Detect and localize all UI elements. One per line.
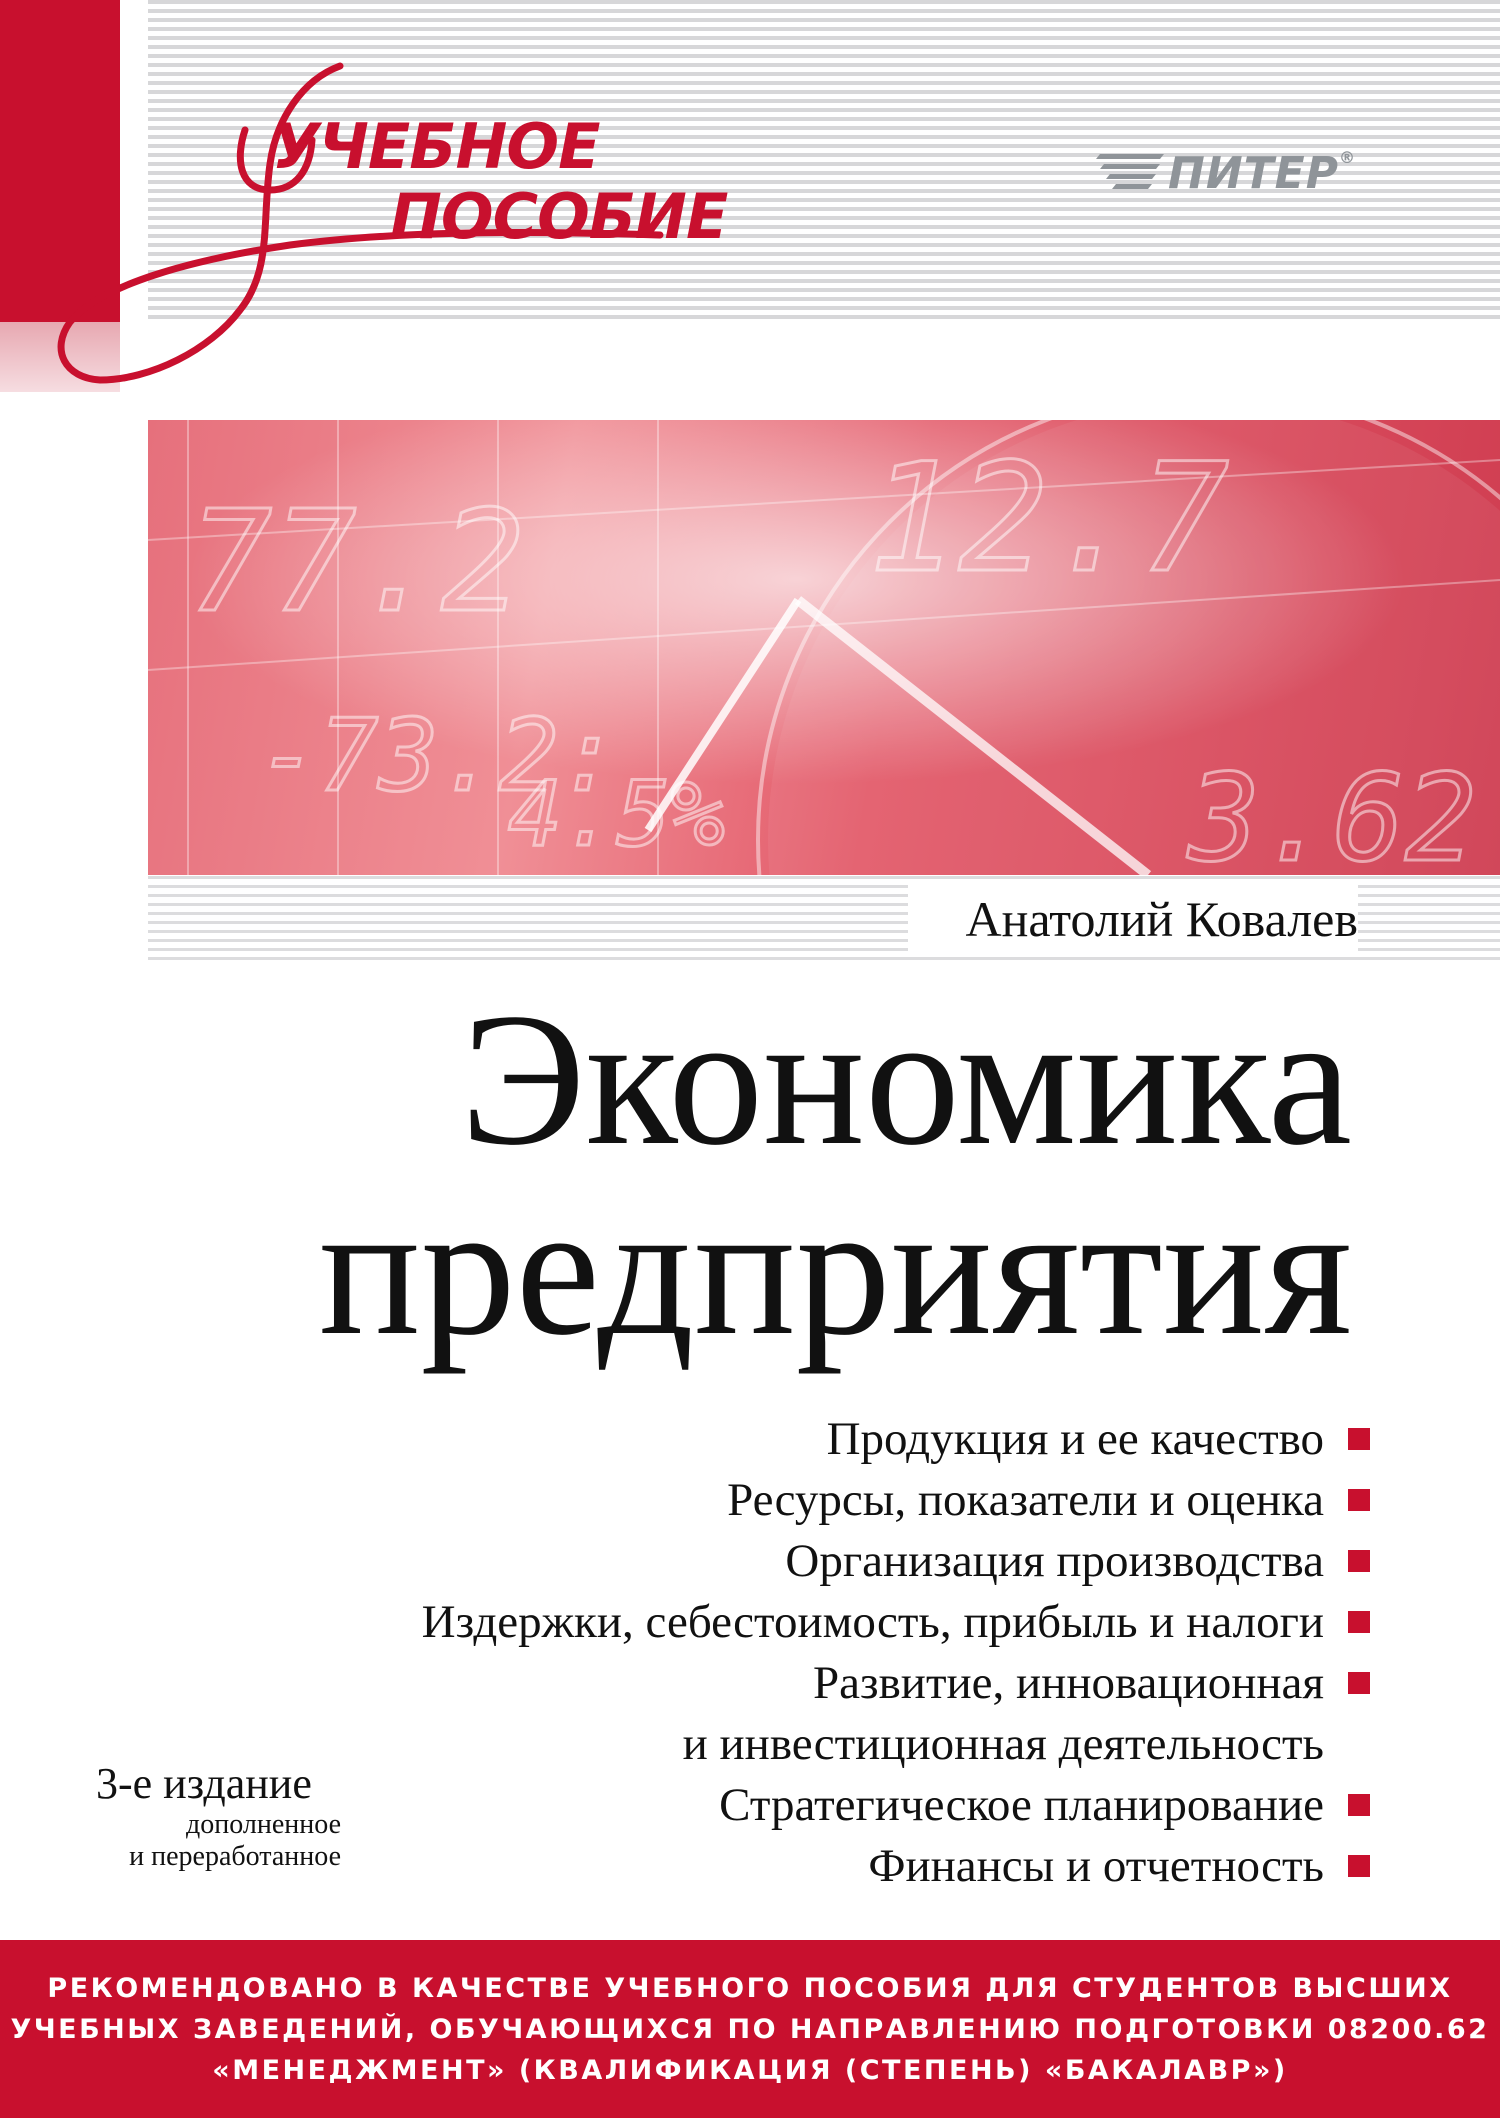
topic-text: Ресурсы, показатели и оценка [727,1473,1324,1526]
topic-item [270,1530,1370,1591]
publisher-name: ПИТЕР [1168,148,1339,199]
photo-number-2: 12.7 [868,432,1230,606]
edition-note-line2: и переработанное [129,1841,341,1873]
banner-line2: УЧЕБНЫХ ЗАВЕДЕНИЙ, ОБУЧАЮЩИХСЯ ПО НАПРАВЛЕНИЮ ПОДГОТОВКИ 08200.62 [10,2013,1490,2045]
author-box [908,884,1358,956]
topic-item [270,1835,1370,1896]
publisher-logo [1090,148,1380,198]
topic-text: Финансы и отчетность [868,1839,1324,1892]
banner-line1: РЕКОМЕНДОВАНО В КАЧЕСТВЕ УЧЕБНОГО ПОСОБИЯ ДЛЯ СТУДЕНТОВ ВЫСШИХ [47,1972,1453,2004]
edition-number: 3-е издание [96,1759,312,1808]
edition-note-line1: дополненное [186,1809,341,1840]
edition-info [96,1758,396,1873]
topic-item [270,1774,1370,1835]
financial-numbers-image [148,420,1500,875]
recommendation-banner [0,1940,1500,2118]
blank-bullet-spacer [1348,1733,1370,1755]
series-label-line2: ПОСОБИЕ [390,180,728,253]
series-logo [40,60,760,400]
series-label-line1: УЧЕБНОЕ [272,110,600,183]
book-title-line2: предприятия [318,1165,1352,1375]
topic-text: Организация производства [785,1534,1324,1587]
photo-number-3: -73.2: [258,697,620,814]
photo-number-4: 4.5% [508,762,725,867]
topic-item [270,1591,1370,1652]
book-title-line1: Экономика [460,975,1352,1185]
topic-text: Стратегическое планирование [719,1778,1324,1831]
photo-number-1: 77.2 [188,481,526,644]
topics-list [270,1408,1370,1896]
topic-text: Развитие, инновационная [813,1656,1324,1709]
topic-item [270,1469,1370,1530]
topic-item [270,1408,1370,1469]
square-bullet-icon [1348,1428,1370,1450]
square-bullet-icon [1348,1489,1370,1511]
square-bullet-icon [1348,1672,1370,1694]
topic-text: Издержки, себестоимость, прибыль и налоги [421,1595,1324,1648]
publisher-stripes-icon [1090,148,1170,198]
topic-text: и инвестиционная деятельность [682,1717,1324,1770]
photo-number-5: 3.62 [1188,750,1477,875]
cover-photo [148,420,1500,875]
square-bullet-icon [1348,1611,1370,1633]
topic-item [270,1652,1370,1713]
banner-line3: «МЕНЕДЖМЕНТ» (КВАЛИФИКАЦИЯ (СТЕПЕНЬ) «БАКАЛАВР») [212,2054,1288,2086]
author-name: Анатолий Ковалев [965,891,1358,947]
square-bullet-icon [1348,1855,1370,1877]
topic-text: Продукция и ее качество [826,1412,1324,1465]
square-bullet-icon [1348,1550,1370,1572]
publisher-registered-mark: ® [1338,148,1356,167]
topic-item [270,1713,1370,1774]
square-bullet-icon [1348,1794,1370,1816]
